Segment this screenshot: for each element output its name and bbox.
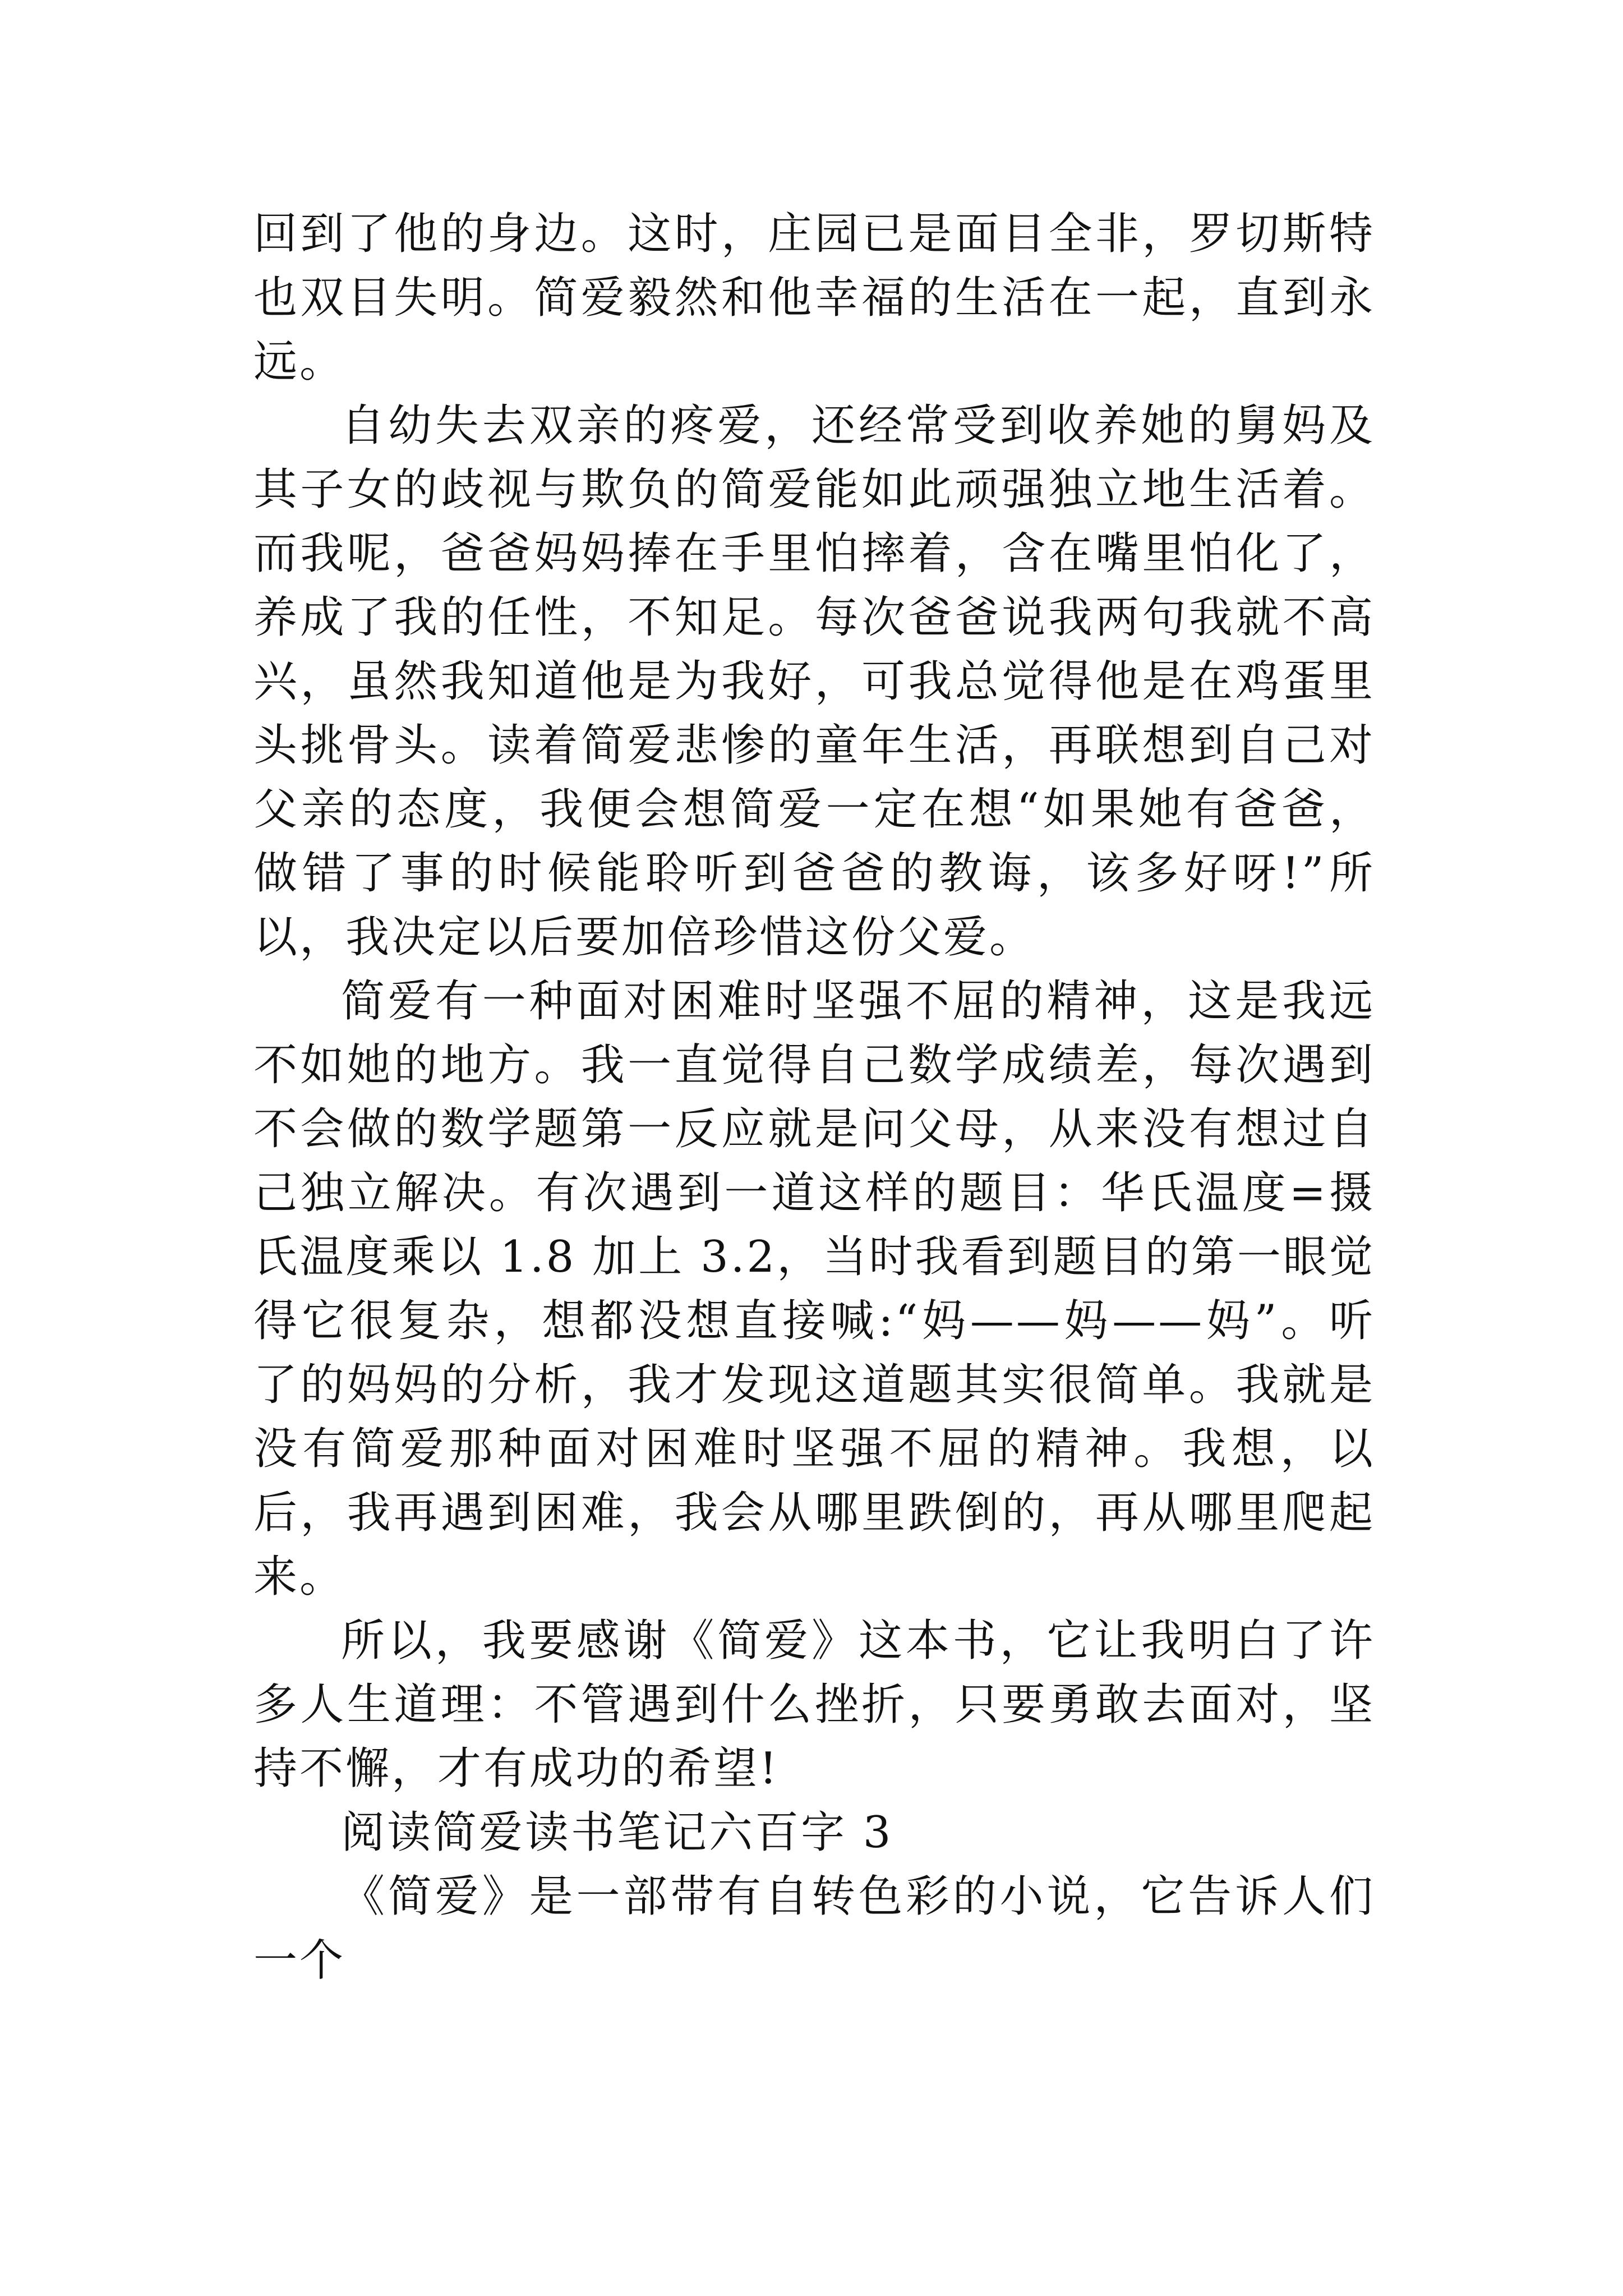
section-heading: 阅读简爱读书笔记六百字 3	[341, 1807, 893, 1858]
paragraph-next-section: 《简爱》是一部带有自转色彩的小说，它告诉人们一个	[253, 1871, 1375, 1986]
paragraph-conclusion: 所以，我要感谢《简爱》这本书，它让我明白了许多人生道理：不管遇到什么挫折，只要勇敢去面对，坚持不懈，才有成功的希望!	[253, 1616, 1375, 1794]
paragraph-childhood: 自幼失去双亲的疼爱，还经常受到收养她的舅妈及其子女的歧视与欺负的简爱能如此顽强独立地生活着。而我呢，爸爸妈妈捧在手里怕摔着，含在嘴里怕化了，养成了我的任性，不知足。每次爸爸说我两句我就不高兴，虽然我知道他是为我好，可我总觉得他是在鸡蛋里头挑骨头。读着简爱悲惨的童年生活，再联想到自己对父亲的态度，我便会想简爱一定在想“如果她有爸爸，做错了事的时候能聆听到爸爸的教诲，该多好呀!”所以，我决定以后要加倍珍惜这份父爱。	[253, 401, 1375, 963]
document-body	[253, 202, 1375, 1993]
paragraph-perseverance: 简爱有一种面对困难时坚强不屈的精神，这是我远不如她的地方。我一直觉得自己数学成绩差，每次遇到不会做的数学题第一反应就是问父母，从来没有想过自己独立解决。有次遇到一道这样的题目：华氏温度=摄氏温度乘以 1.8 加上 3.2，当时我看到题目的第一眼觉得它很复杂，想都没想直接喊:“妈——妈——妈”。听了的妈妈的分析，我才发现这道题其实很简单。我就是没有简爱那种面对困难时坚强不屈的精神。我想，以后，我再遇到困难，我会从哪里跌倒的，再从哪里爬起来。	[253, 976, 1375, 1602]
paragraph-continuation: 回到了他的身边。这时，庄园已是面目全非，罗切斯特也双目失明。简爱毅然和他幸福的生活在一起，直到永远。	[253, 209, 1375, 387]
